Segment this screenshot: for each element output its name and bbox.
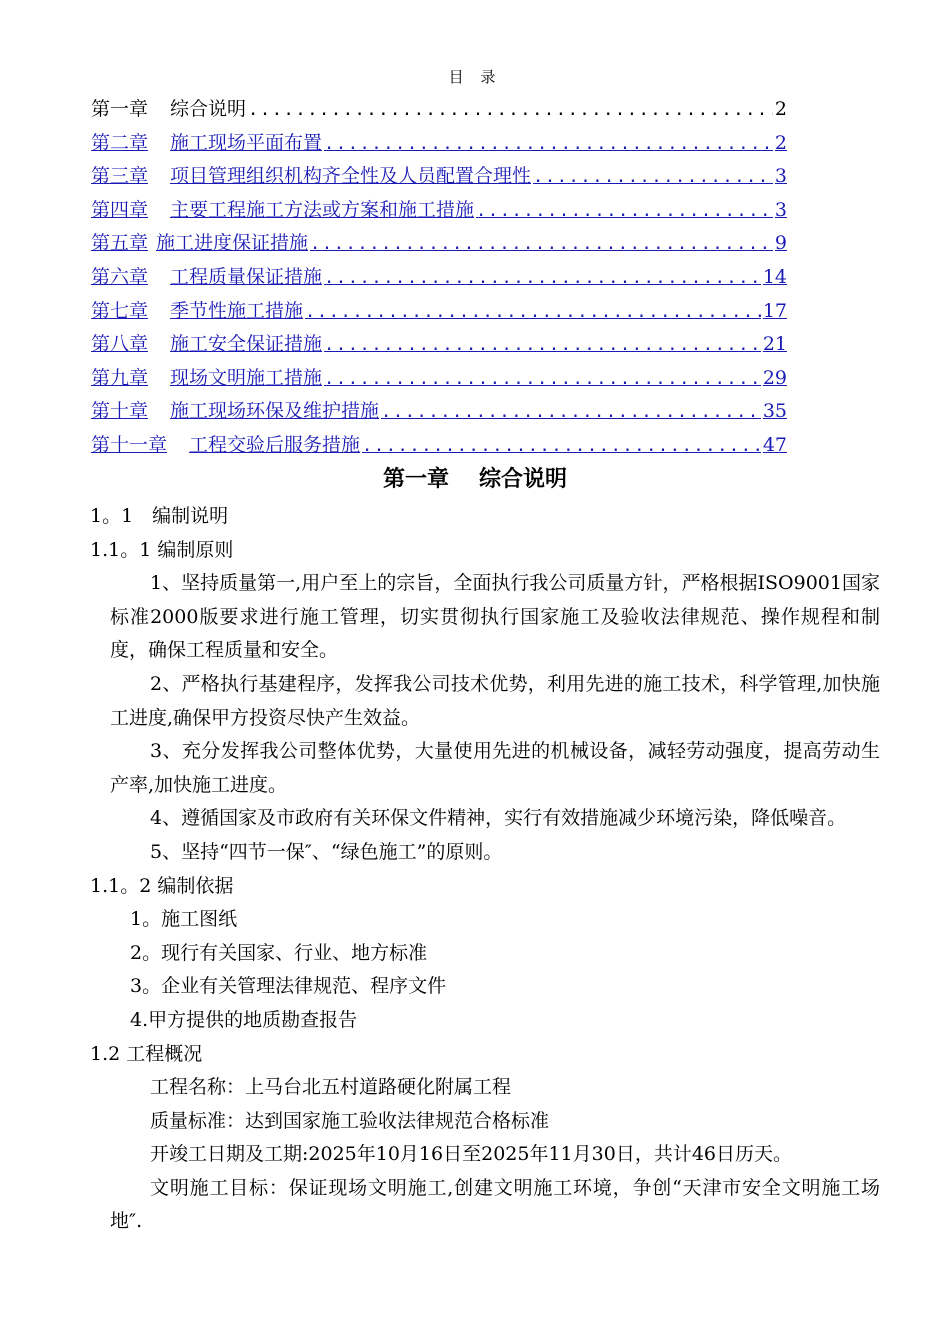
toc-link-5[interactable]: 第五章 施工进度保证措施 ..... 9 — [91, 228, 787, 262]
section-heading: 1。1 编制说明 — [90, 505, 229, 527]
subsection-heading: 1.1。1 编制原则 — [90, 538, 234, 561]
toc-link-6[interactable]: 第六章 工程质量保证措施 ..... 14 — [91, 262, 787, 296]
toc-link-11[interactable]: 第十一章 工程交验后服务措施 ..... 47 — [91, 430, 787, 464]
table-of-contents — [91, 94, 787, 464]
toc-link-2[interactable]: 第二章 施工现场平面布置 ..... 2 — [91, 128, 787, 162]
toc-leader — [533, 167, 773, 187]
list-item: 3。企业有关管理法律规范、程序文件 — [130, 975, 447, 998]
toc-entry-1[interactable]: 第一章 综合说明 ..... 2 — [91, 94, 787, 128]
toc-link-7[interactable]: 第七章 季节性施工措施 ..... 17 — [91, 296, 787, 330]
toc-leader — [362, 436, 761, 456]
toc-leader — [324, 369, 761, 389]
paragraph: 2、严格执行基建程序，发挥我公司技术优势，利用先进的施工技术，科学管理,加快施工进度,确保甲方投资尽快产生效益。 — [110, 672, 880, 729]
toc-link-9[interactable]: 第九章 现场文明施工措施 ..... 29 — [91, 363, 787, 397]
toc-leader — [248, 100, 773, 120]
toc-link-8[interactable]: 第八章 施工安全保证措施 ..... 21 — [91, 329, 787, 363]
chapter-heading — [0, 462, 950, 493]
chapter-number: 第一章 — [382, 467, 449, 492]
toc-title: 目 录 — [448, 68, 502, 86]
paragraph: 质量标准：达到国家施工验收法律规范合格标准 — [150, 1109, 550, 1132]
paragraph: 文明施工目标：保证现场文明施工,创建文明施工环境，争创“天津市安全文明施工场地″. — [110, 1176, 880, 1233]
paragraph: 开竣工日期及工期:2025年10月16日至2025年11月30日，共计46日历天。 — [150, 1143, 792, 1166]
toc-link-3[interactable]: 第三章 项目管理组织机构齐全性及人员配置合理性 ..... 3 — [91, 161, 787, 195]
subsection-heading: 1.1。2 编制依据 — [90, 874, 234, 897]
paragraph: 1、坚持质量第一,用户至上的宗旨，全面执行我公司质量方针，严格根据ISO9001国家标准2000版要求进行施工管理，切实贯彻执行国家施工及验收法律规范、操作规程和制度，确保工程质量和安全。 — [110, 572, 880, 662]
paragraph: 工程名称：上马台北五村道路硬化附属工程 — [150, 1076, 512, 1099]
toc-leader — [305, 302, 761, 322]
list-item: 4.甲方提供的地质勘查报告 — [130, 1008, 358, 1031]
toc-link-4[interactable]: 第四章 主要工程施工方法或方案和施工措施 ..... 3 — [91, 195, 787, 229]
toc-leader — [476, 201, 773, 221]
section-heading: 1.2 工程概况 — [90, 1042, 203, 1065]
paragraph: 3、充分发挥我公司整体优势，大量使用先进的机械设备，减轻劳动强度，提高劳动生产率,加快施工进度。 — [110, 740, 880, 796]
chapter-body — [90, 500, 880, 1239]
toc-leader — [324, 335, 761, 355]
paragraph: 5、坚持“四节一保″、“绿色施工”的原则。 — [150, 840, 503, 863]
toc-leader — [381, 402, 761, 422]
toc-leader — [310, 234, 773, 254]
paragraph: 4、遵循国家及市政府有关环保文件精神，实行有效措施减少环境污染，降低噪音。 — [150, 807, 847, 830]
chapter-title: 综合说明 — [479, 467, 568, 492]
toc-leader — [324, 134, 773, 154]
list-item: 1。施工图纸 — [130, 908, 238, 931]
toc-leader — [324, 268, 761, 288]
list-item: 2。现行有关国家、行业、地方标准 — [130, 941, 428, 964]
toc-link-10[interactable]: 第十章 施工现场环保及维护措施 ..... 35 — [91, 396, 787, 430]
